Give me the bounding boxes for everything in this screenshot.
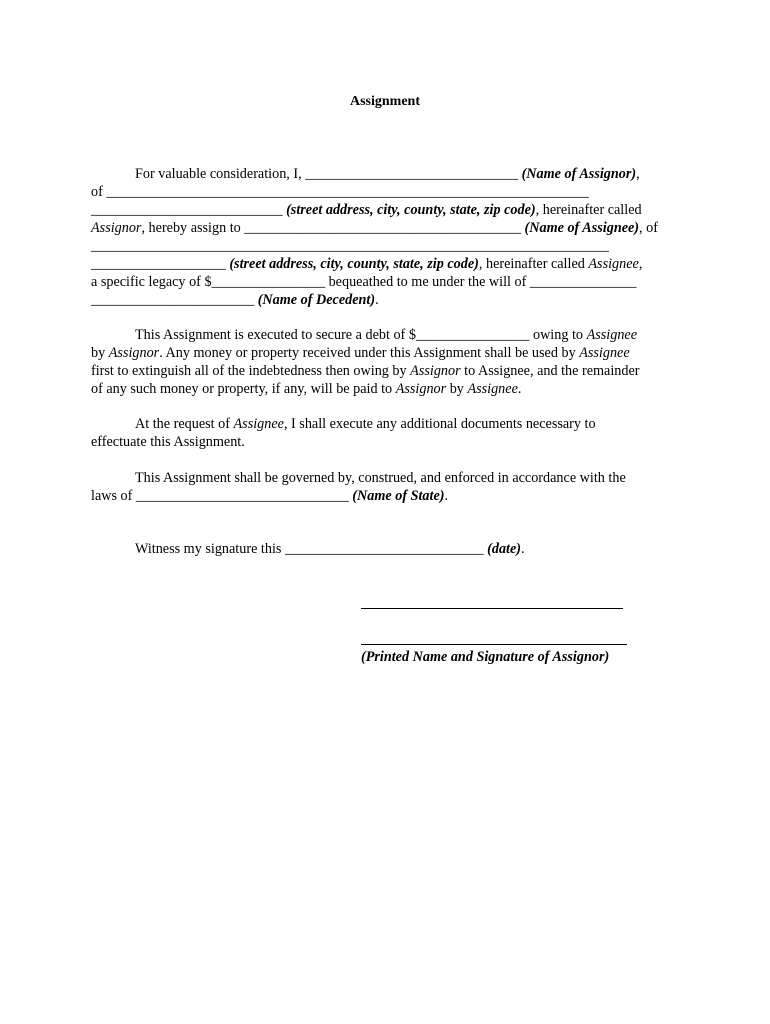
assignee-term: Assignee (579, 345, 630, 361)
p2-line-3 (91, 362, 640, 380)
p1-text: ___________________ (91, 256, 230, 272)
p3-text: At the request of (135, 416, 234, 432)
printed-name-line (361, 644, 627, 645)
p4-text: laws of ______________________________ (91, 488, 353, 504)
p1-text: , (638, 256, 643, 272)
p1-line-8 (91, 291, 379, 309)
assignee-address-label: (street address, city, county, state, zip code) (229, 256, 479, 272)
p1-line-1 (135, 165, 640, 183)
state-name-label: (Name of State) (352, 488, 445, 504)
p1-line-2: of ____________________________________________________________________ (91, 184, 589, 200)
assignee-term: Assignee (233, 416, 284, 432)
signature-line (361, 608, 623, 609)
assignor-term: Assignor (410, 363, 461, 379)
assignee-term: Assignee (586, 327, 638, 343)
p1-text: , hereby assign to _______________________________________ (141, 220, 525, 236)
p1-line-7: a specific legacy of $________________ bequeathed to me under the will of _______________ (91, 274, 637, 290)
p2-text: of any such money or property, if any, will be paid to (91, 381, 396, 397)
assignee-name-label: (Name of Assignee) (524, 220, 640, 236)
p5-text: Witness my signature this ____________________________ (135, 541, 488, 557)
assignee-term: Assignee (467, 381, 518, 397)
p1-line-4 (91, 219, 658, 237)
p1-text: , hereinafter called (478, 256, 589, 272)
p1-text: _______________________ (91, 292, 258, 308)
p5-line-1 (135, 540, 525, 558)
p2-text: . (517, 381, 522, 397)
date-label: (date) (487, 541, 522, 557)
p1-line-6 (91, 255, 642, 273)
decedent-name-label: (Name of Decedent) (257, 292, 376, 308)
p2-line-4 (91, 380, 521, 398)
p2-line-1 (135, 326, 637, 344)
document-title: Assignment (349, 94, 420, 109)
assignor-name-label: (Name of Assignor) (521, 166, 637, 182)
p1-line-3 (91, 201, 642, 219)
p1-text: . (375, 292, 379, 308)
p4-line-1: This Assignment shall be governed by, construed, and enforced in accordance with the (135, 470, 626, 486)
p1-text: , of (639, 220, 658, 236)
p2-text: This Assignment is executed to secure a debt of $________________ owing to (135, 327, 587, 343)
p1-text: For valuable consideration, I, ______________________________ (135, 166, 522, 182)
assignor-term: Assignor (395, 381, 447, 397)
p2-text: by (446, 381, 468, 397)
p4-text: . (444, 488, 449, 504)
p2-text: . Any money or property received under this Assignment shall be used by (159, 345, 580, 361)
p3-text: , I shall execute any additional documents necessary to (283, 416, 596, 432)
assignor-term: Assignor (108, 345, 160, 361)
p3-line-2: effectuate this Assignment. (91, 434, 245, 450)
p4-line-2 (91, 487, 448, 505)
assignor-address-label: (street address, city, county, state, zip code) (286, 202, 536, 218)
assignee-term: Assignee (588, 256, 639, 272)
p5-text: . (521, 541, 525, 557)
p1-line-5: _________________________________________________________________________ (91, 238, 609, 254)
p2-line-2 (91, 344, 630, 362)
p3-line-1 (135, 415, 596, 433)
p1-text: , (636, 166, 640, 182)
assignor-term: Assignor (91, 220, 142, 236)
signature-caption: (Printed Name and Signature of Assignor) (361, 649, 610, 665)
p1-text: , hereinafter called (535, 202, 642, 218)
p1-text: ___________________________ (91, 202, 287, 218)
p2-text: to Assignee, and the remainder (460, 363, 640, 379)
p2-text: by (91, 345, 109, 361)
p2-text: first to extinguish all of the indebtedness then owing by (91, 363, 411, 379)
